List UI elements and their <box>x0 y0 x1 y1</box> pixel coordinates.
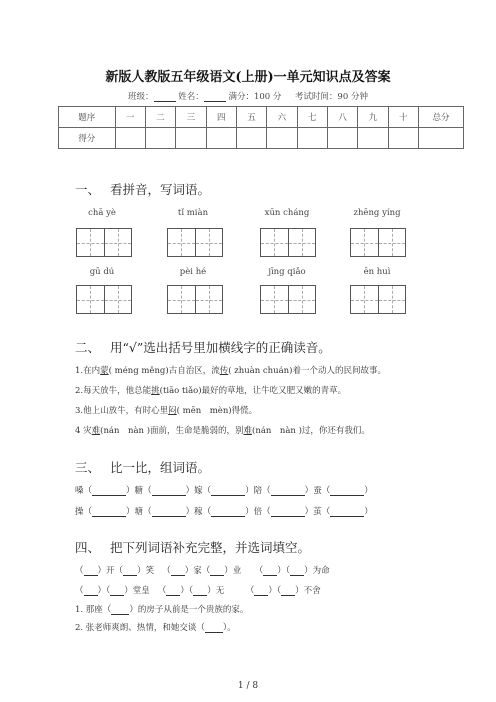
writing-grid-2[interactable] <box>167 228 223 257</box>
exam-info: 班级： 姓名： 满分：100 分 考试时间：90 分钟 <box>128 92 368 102</box>
section1-heading: 一、 看拼音，写词语。 <box>75 182 211 197</box>
score-value-row: 得分 <box>59 128 464 149</box>
writing-grid-7[interactable] <box>260 285 316 314</box>
name-blank <box>204 92 226 102</box>
idiom-row-2: （ ）（ ）堂皇 （ ）（ ）无 （ ）（ ）不舍 <box>75 586 321 596</box>
writing-grid-5[interactable] <box>76 285 132 314</box>
question-2-4: 4 灾难(nán nàn )面前，生命是脆弱的，别难(nán nàn )过，你还有我们。 <box>75 426 370 436</box>
question-2-1: 1.在内蒙( méng měng)古自治区，流传( zhuàn chuán)着一个动人的民间故事。 <box>75 366 386 376</box>
idiom-row-1: （ ）开（ ）笑 （ ）家（ ）业 （ ）（ ）为命 <box>75 566 330 576</box>
writing-grid-1[interactable] <box>76 228 132 257</box>
page-number: 1 / 8 <box>237 681 259 691</box>
question-2-3: 3.他上山放牛，有时心里闷( mēn mèn)得慌。 <box>75 406 258 416</box>
page-title: 新版人教版五年级语文(上册)一单元知识点及答案 <box>105 70 391 85</box>
fill-question-1: 1. 那座（ ）的房子从前是一个贵族的家。 <box>75 605 249 615</box>
score-header-row: 题序 一 二 三 四 五 六 七 八 九 十 总分 <box>59 107 464 128</box>
pinyin-1: chā yè <box>88 208 116 218</box>
section4-heading: 四、 把下列词语补充完整，并选词填空。 <box>75 540 311 555</box>
compare-row-2: 操（ ）塘（ ）稼（ ）倍（ ）茧（ ） <box>75 507 373 517</box>
pinyin-4: zhēng yíng <box>353 208 401 218</box>
section2-heading: 二、 用“√”选出括号里加横线字的正确读音。 <box>75 340 331 355</box>
score-table <box>58 106 464 149</box>
compare-row-1: 嗓（ ）糖（ ）嫁（ ）陪（ ）蚕（ ） <box>75 486 373 496</box>
pinyin-6: pèi hé <box>179 267 207 277</box>
pinyin-8: ēn huì <box>363 267 391 277</box>
pinyin-5: gū dú <box>89 267 115 277</box>
section3-heading: 三、 比一比，组词语。 <box>75 460 211 475</box>
pinyin-2: tǐ miàn <box>177 208 209 218</box>
writing-grid-8[interactable] <box>350 285 406 314</box>
pinyin-3: xūn cháng <box>264 208 310 218</box>
writing-grid-3[interactable] <box>260 228 316 257</box>
fill-question-2: 2. 张老师爽朗、热情，和她交谈（ ）。 <box>75 623 236 633</box>
writing-grid-6[interactable] <box>167 285 223 314</box>
pinyin-7: jīng qiǎo <box>268 267 306 277</box>
question-2-2: 2.每天放牛，他总能挑(tiāo tiǎo)最好的草地，让牛吃又肥又嫩的青草。 <box>75 386 347 396</box>
class-blank <box>154 92 176 102</box>
writing-grid-4[interactable] <box>350 228 406 257</box>
